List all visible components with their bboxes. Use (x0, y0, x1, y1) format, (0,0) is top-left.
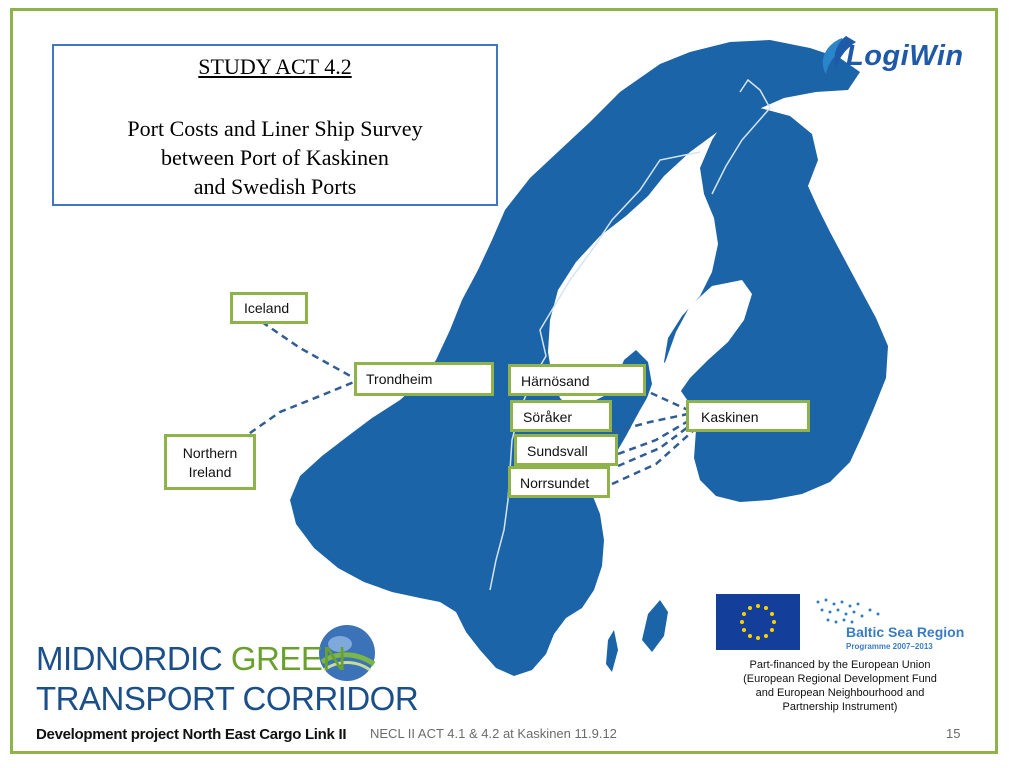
footer-text: NECL II ACT 4.1 & 4.2 at Kaskinen 11.9.12 (370, 726, 617, 741)
label-northern-ireland-line-1: Northern (182, 445, 238, 461)
label-iceland (230, 292, 308, 324)
label-trondheim (354, 362, 494, 396)
eu-funding-panel (700, 576, 980, 726)
corridor-logo-green-word: GREEN (230, 640, 346, 677)
label-harnosand-text: Härnösand (521, 373, 590, 389)
title-box (52, 44, 498, 206)
label-soraker-text: Söråker (523, 409, 573, 425)
label-iceland-text: Iceland (244, 300, 290, 316)
corridor-logo-line-1 (36, 640, 346, 678)
corridor-logo-line-2: TRANSPORT CORRIDOR (36, 680, 419, 717)
study-subtitle (54, 114, 496, 201)
map-gotland (642, 600, 668, 652)
label-trondheim-text: Trondheim (366, 371, 433, 387)
label-sundsvall (514, 434, 618, 466)
page-number: 15 (946, 726, 961, 741)
logiwin-logo-text: LogiWin (846, 40, 964, 72)
label-norrsundet-text: Norrsundet (520, 475, 590, 491)
label-kaskinen-text: Kaskinen (701, 409, 759, 425)
label-norrsundet (508, 466, 610, 498)
eu-text-line-3: and European Neighbourhood and (755, 687, 925, 699)
label-sundsvall-text: Sundsvall (527, 443, 588, 459)
study-title: STUDY ACT 4.2 (198, 54, 352, 79)
label-northern-ireland-line-2: Ireland (188, 464, 232, 480)
baltic-sea-region-subtitle: Programme 2007–2013 (846, 642, 933, 651)
eu-flag-icon (716, 594, 800, 650)
eu-text-line-4: Partnership Instrument) (782, 701, 898, 713)
subtitle-line-1: Port Costs and Liner Ship Survey (127, 116, 423, 141)
route-ireland-trondheim (240, 382, 354, 440)
corridor-logo-line-3: Development project North East Cargo Link II (36, 726, 347, 743)
label-soraker (510, 400, 612, 432)
subtitle-line-2: between Port of Kaskinen (161, 145, 389, 170)
eu-text-line-2: (European Regional Development Fund (743, 673, 937, 685)
eu-funding-text (700, 658, 980, 714)
label-harnosand (508, 364, 646, 396)
subtitle-line-3: and Swedish Ports (193, 174, 357, 199)
map-oland (606, 630, 618, 672)
label-kaskinen (686, 400, 810, 432)
baltic-sea-region-title: Baltic Sea Region (846, 624, 965, 640)
eu-text-line-1: Part-financed by the European Union (749, 659, 931, 671)
label-northern-ireland (164, 434, 256, 490)
corridor-logo-blue-word: MIDNORDIC (36, 640, 231, 677)
route-iceland-trondheim (262, 322, 354, 378)
